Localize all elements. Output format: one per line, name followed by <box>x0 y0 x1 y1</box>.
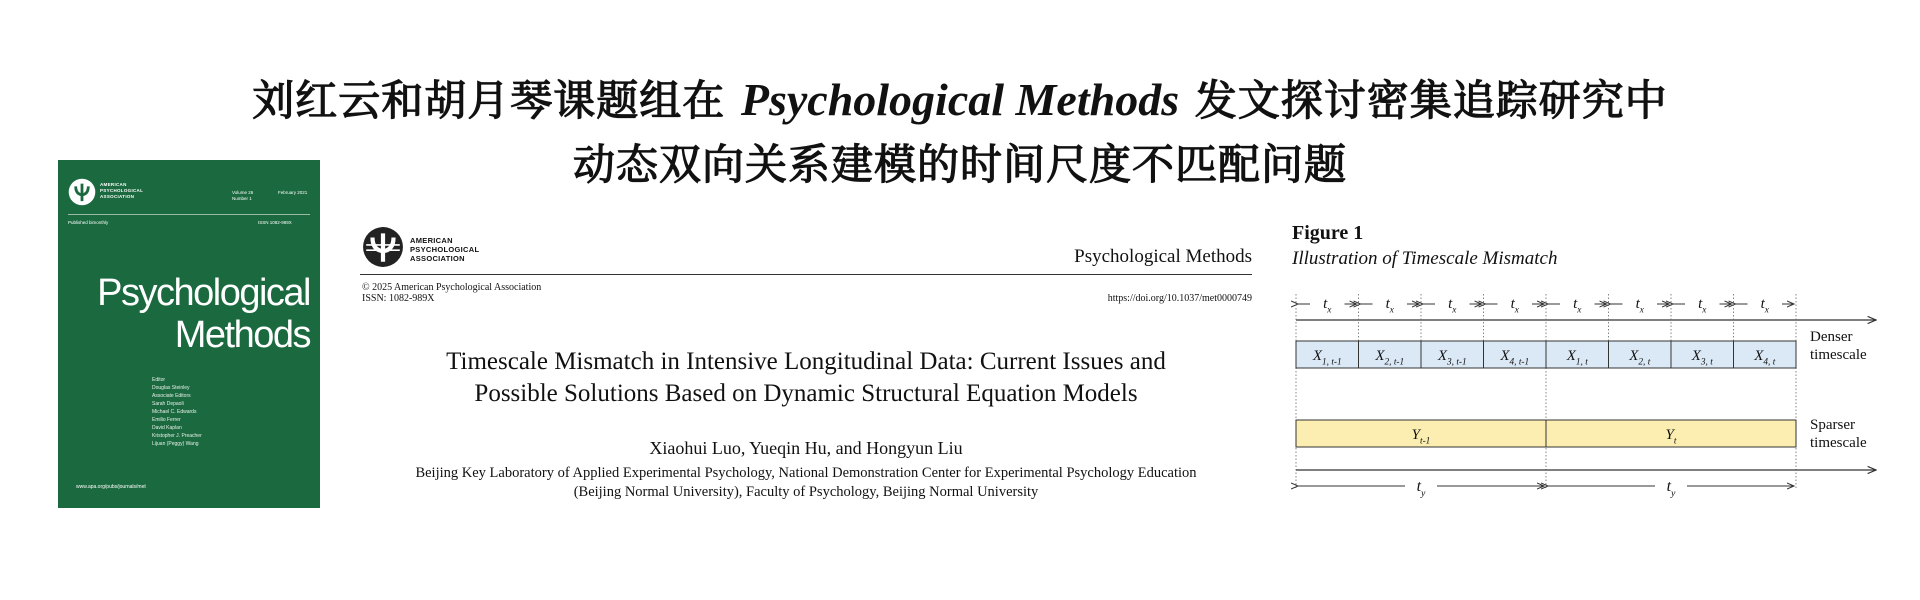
paper-doi[interactable]: https://doi.org/10.1037/met0000749 <box>1107 293 1252 304</box>
x-observation-label: $X_{3, t-1}$ <box>1437 348 1467 368</box>
x-observation-label: $X_{2, t-1}$ <box>1375 348 1405 368</box>
tx-interval-label: $t_x$ <box>1385 296 1394 316</box>
tx-interval-label: $t_x$ <box>1698 296 1707 316</box>
tx-interval-label: $t_x$ <box>1573 296 1582 316</box>
paper-journal: Psychological Methods <box>1074 246 1252 267</box>
headline-prefix: 刘红云和胡月琴课题组在 <box>252 76 726 125</box>
cover-title-line-2: Methods <box>174 314 310 356</box>
x-observation-label: $X_{4, t-1}$ <box>1500 348 1530 368</box>
x-observation-label: $X_{1, t}$ <box>1566 348 1588 368</box>
ty-interval-label: $t_y$ <box>1416 478 1426 499</box>
x-observation-label: $X_{2, t}$ <box>1629 348 1651 368</box>
tx-interval-label: $t_x$ <box>1635 296 1644 316</box>
sparser-timescale-label: Sparser timescale <box>1810 417 1867 451</box>
paper-copyright: © 2025 American Psychological Association <box>362 282 542 293</box>
headline-suffix: 发文探讨密集追踪研究中 <box>1194 76 1668 125</box>
cover-frequency: Published bimonthly <box>68 220 109 225</box>
cover-rule <box>68 214 310 215</box>
y-observation-label: $Y_t$ <box>1665 427 1677 447</box>
figure-caption: Illustration of Timescale Mismatch <box>1292 248 1558 269</box>
headline-line-1 <box>0 68 1920 128</box>
paper-title: Timescale Mismatch in Intensive Longitudinal Data: Current Issues and Possible Solutions Based on Dynamic Structural Equation Models <box>446 348 1166 407</box>
tx-interval-label: $t_x$ <box>1510 296 1519 316</box>
paper-header <box>360 220 1252 520</box>
cover-publisher: AMERICAN PSYCHOLOGICAL ASSOCIATION <box>100 182 144 199</box>
apa-logo-icon <box>68 178 96 206</box>
tx-interval-label: $t_x$ <box>1323 296 1332 316</box>
cover-date: February 2021 <box>278 190 308 195</box>
cover-issue: Volume 26 Number 1 <box>232 190 254 201</box>
apa-logo-icon <box>362 226 404 268</box>
figure-number: Figure 1 <box>1292 222 1364 244</box>
denser-timescale-label: Denser timescale <box>1810 329 1867 363</box>
paper-issn: ISSN: 1082-989X <box>362 293 435 304</box>
x-observation-label: $X_{4, t}$ <box>1754 348 1776 368</box>
headline-line-2: 动态双向关系建模的时间尺度不匹配问题 <box>572 140 1347 189</box>
cover-title-line-1: Psychological <box>97 272 310 314</box>
paper-rule <box>360 274 1252 275</box>
paper-authors: Xiaohui Luo, Yueqin Hu, and Hongyun Liu <box>649 438 963 458</box>
tx-interval-label: $t_x$ <box>1448 296 1457 316</box>
y-observation-label: $Y_{t-1}$ <box>1411 427 1431 447</box>
journal-cover <box>58 160 320 508</box>
timescale-figure <box>1290 218 1910 518</box>
paper-publisher: AMERICAN PSYCHOLOGICAL ASSOCIATION <box>410 236 480 263</box>
ty-interval-label: $t_y$ <box>1666 478 1676 499</box>
x-observation-label: $X_{1, t-1}$ <box>1312 348 1342 368</box>
x-observation-label: $X_{3, t}$ <box>1691 348 1713 368</box>
headline-journal: Psychological Methods <box>740 74 1180 125</box>
tx-interval-label: $t_x$ <box>1760 296 1769 316</box>
cover-url: www.apa.org/pubs/journals/met <box>76 484 146 490</box>
cover-editors: Editor Douglas Steinley Associate Editors Sarah Depaoli Michael C. Edwards Emilio Ferrer David Kaplan Kristopher J. Preacher Lijuan (Peggy) Wang <box>152 377 202 447</box>
paper-affiliation: Beijing Key Laboratory of Applied Experimental Psychology, National Demonstration Center for Experimental Psychology Education (Beijing Normal University), Faculty of Psychology, Beijing Normal University <box>415 465 1197 500</box>
cover-issn: ISSN 1082-989X <box>258 220 292 225</box>
